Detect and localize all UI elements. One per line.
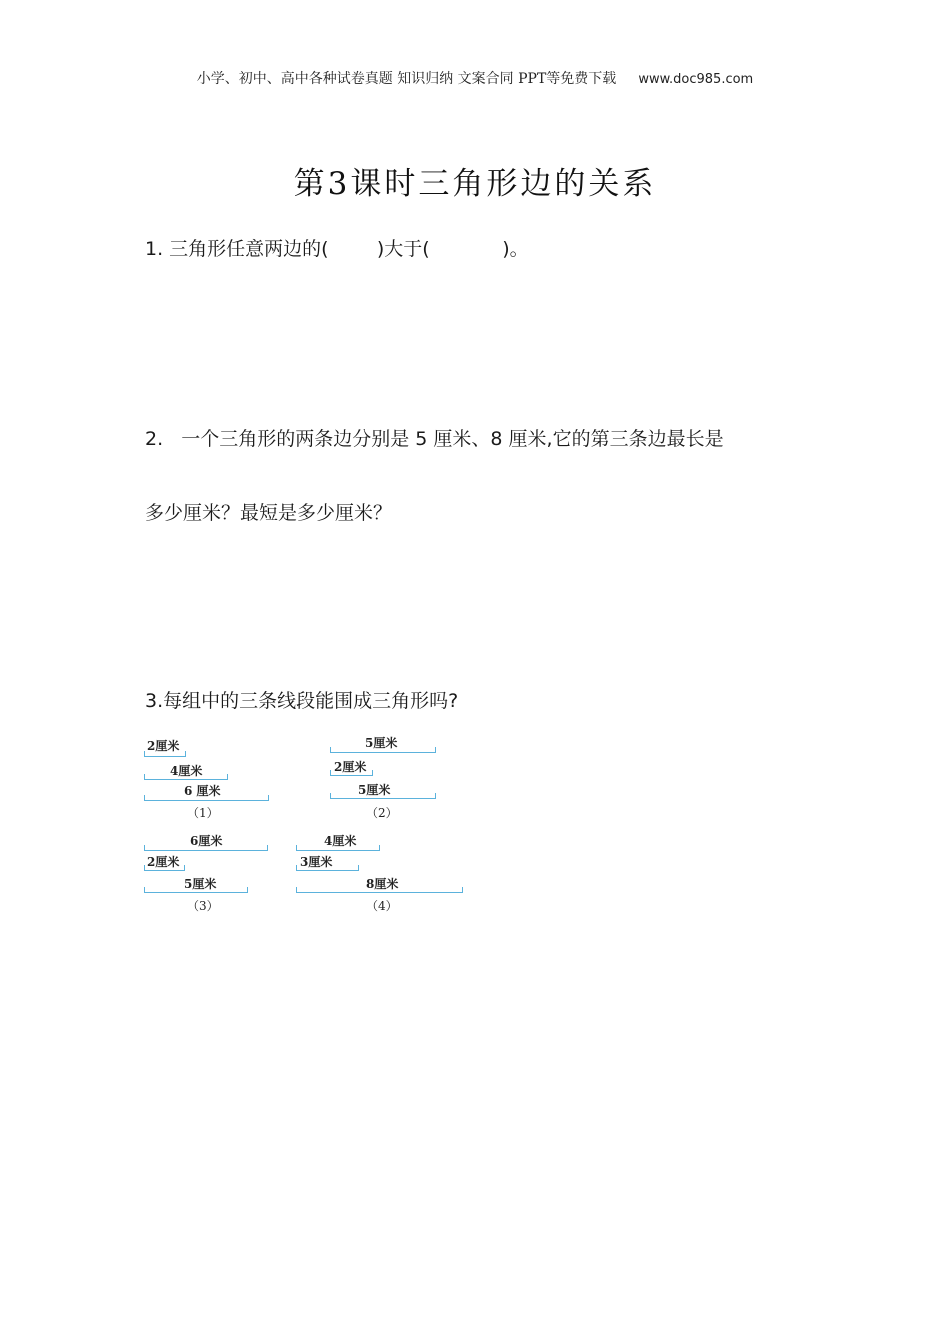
group-2-segment-2 xyxy=(330,770,373,776)
group-2-segment-3-label: 5厘米 xyxy=(358,783,391,797)
group-4-segment-1-label: 4厘米 xyxy=(324,834,357,848)
group-4-segment-2 xyxy=(296,865,359,871)
group-3-segment-3-label: 5厘米 xyxy=(184,877,217,891)
group-2-segment-1-label: 5厘米 xyxy=(365,736,398,750)
group-4-segment-3-label: 8厘米 xyxy=(366,877,399,891)
group-4-segment-3 xyxy=(296,887,463,893)
group-3-segment-2 xyxy=(144,865,185,871)
group-3-segment-1 xyxy=(144,845,268,851)
group-4-segment-1 xyxy=(296,845,380,851)
question-2-line-2: 多少厘米？最短是多少厘米？ xyxy=(145,502,393,524)
header-text: 小学、初中、高中各种试卷真题 知识归纳 文案合同 PPT等免费下载 xyxy=(196,71,617,87)
group-3-segment-2-label: 2厘米 xyxy=(147,855,180,869)
group-4-label: （4） xyxy=(366,899,398,913)
question-1: 1. 三角形任意两边的( )大于( )。 xyxy=(145,238,529,260)
group-2-segment-2-label: 2厘米 xyxy=(334,760,367,774)
group-1-segment-2-label: 4厘米 xyxy=(170,764,203,778)
group-1-segment-2 xyxy=(144,774,228,780)
group-4-segment-2-label: 3厘米 xyxy=(300,855,333,869)
group-3-label: （3） xyxy=(187,899,219,913)
group-1-segment-1 xyxy=(144,751,186,757)
group-3-segment-1-label: 6厘米 xyxy=(190,834,223,848)
group-2-label: （2） xyxy=(366,806,398,820)
header-site-link[interactable]: www.doc985.com xyxy=(638,72,754,87)
group-3-segment-3 xyxy=(144,887,248,893)
question-3: 3.每组中的三条线段能围成三角形吗? xyxy=(145,690,459,712)
group-1-segment-3 xyxy=(144,795,269,801)
group-1-segment-3-label: 6 厘米 xyxy=(184,784,221,798)
page-title: 第3课时三角形边的关系 xyxy=(293,166,657,202)
page-header xyxy=(0,68,950,88)
group-1-label: （1） xyxy=(187,806,219,820)
group-1-segment-1-label: 2厘米 xyxy=(147,739,180,753)
group-2-segment-1 xyxy=(330,747,436,753)
question-2-line-1: 2. 一个三角形的两条边分别是 5 厘米、8 厘米,它的第三条边最长是 xyxy=(145,428,724,450)
group-2-segment-3 xyxy=(330,793,436,799)
